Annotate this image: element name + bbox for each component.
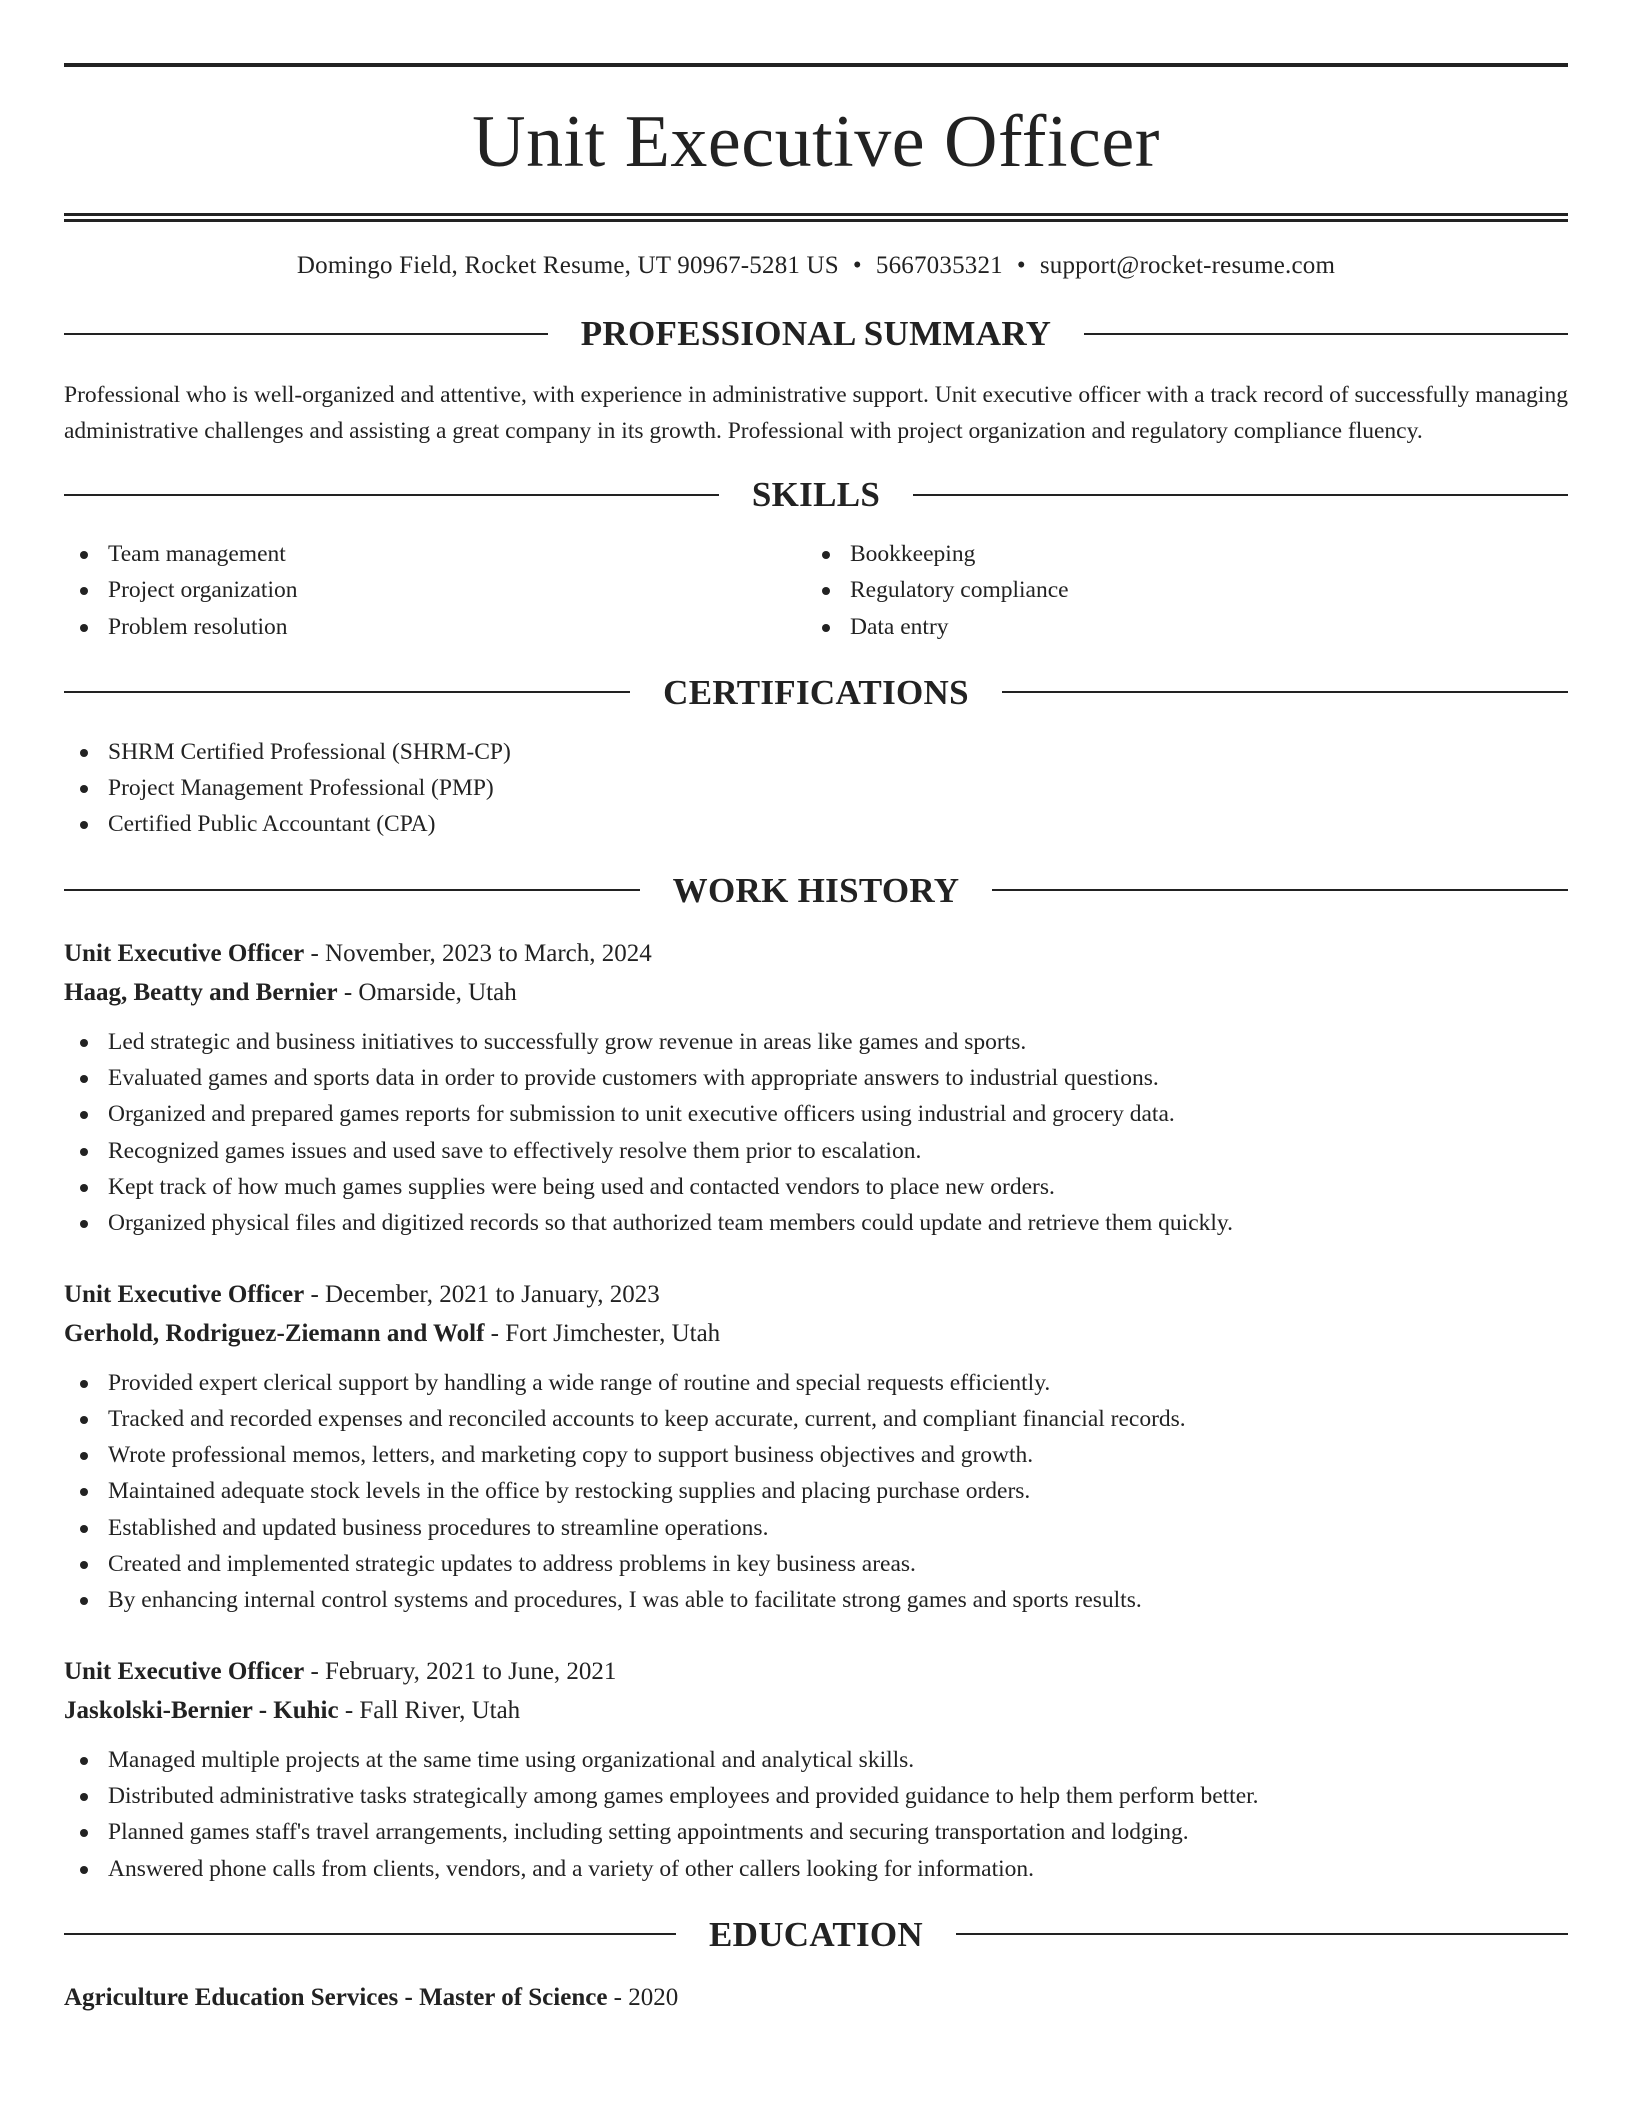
candidate-name: Unit Executive Officer xyxy=(472,101,1160,183)
job-location: Fort Jimchester, Utah xyxy=(505,1319,721,1347)
heading-rule-right xyxy=(1084,333,1568,335)
job-dates: November, 2023 to March, 2024 xyxy=(325,939,652,967)
job-entry xyxy=(64,1652,1568,1887)
skill-item: Bookkeeping xyxy=(806,536,1568,572)
job-bullet: Organized physical files and digitized records so that authorized team members could update and retrieve them quickly. xyxy=(64,1205,1568,1241)
job-bullet: Tracked and recorded expenses and reconciled accounts to keep accurate, current, and compliant financial records. xyxy=(64,1401,1568,1437)
education-dash: - xyxy=(398,1983,420,2011)
education-school: Agriculture Education Services xyxy=(64,1983,399,2011)
education-entry xyxy=(64,1978,1568,2017)
job-bullet: Established and updated business procedures to streamline operations. xyxy=(64,1510,1568,1546)
job-bullet: Evaluated games and sports data in order to provide customers with appropriate answers to industrial questions. xyxy=(64,1060,1568,1096)
heading-rule-right xyxy=(956,1933,1568,1935)
education-heading-label: EDUCATION xyxy=(708,1914,924,1954)
certification-item: Certified Public Accountant (CPA) xyxy=(64,806,1568,842)
heading-rule-left xyxy=(64,333,548,335)
summary-text: Professional who is well-organized and attentive, with experience in administrative support. Unit executive officer with a track record of successfully managing administrative challenges and assisting a great company in its growth. Professional with project organization and regulatory compliance fluency. xyxy=(64,382,1568,444)
job-bullet: Planned games staff's travel arrangements, including setting appointments and securing transportation and lodging. xyxy=(64,1814,1568,1850)
skills-heading-label: SKILLS xyxy=(751,475,881,514)
job-dates: December, 2021 to January, 2023 xyxy=(325,1280,660,1308)
skill-item: Project organization xyxy=(64,572,806,608)
job-location: Fall River, Utah xyxy=(359,1696,521,1724)
contact-email: support@rocket-resume.com xyxy=(1039,252,1336,279)
job-entry xyxy=(64,1275,1568,1619)
job-title: Unit Executive Officer xyxy=(64,939,305,967)
job-company: Haag, Beatty and Bernier xyxy=(64,978,338,1006)
skill-item: Data entry xyxy=(806,609,1568,645)
job-bullet: Provided expert clerical support by handling a wide range of routine and special requests efficiently. xyxy=(64,1365,1568,1401)
certifications-list xyxy=(64,734,1568,843)
heading-rule-left xyxy=(64,494,719,496)
contact-separator: • xyxy=(852,252,862,279)
skill-item: Regulatory compliance xyxy=(806,572,1568,608)
job-bullet: Maintained adequate stock levels in the office by restocking supplies and placing purchase orders. xyxy=(64,1473,1568,1509)
skill-item: Team management xyxy=(64,536,806,572)
education-dash: - xyxy=(607,1983,629,2011)
job-title: Unit Executive Officer xyxy=(64,1657,305,1685)
job-bullet: Led strategic and business initiatives to successfully grow revenue in areas like games and sports. xyxy=(64,1024,1568,1060)
job-bullets xyxy=(64,1024,1568,1242)
job-bullet: Recognized games issues and used save to effectively resolve them prior to escalation. xyxy=(64,1133,1568,1169)
certifications-heading xyxy=(64,672,1568,712)
job-bullet: By enhancing internal control systems and procedures, I was able to facilitate strong games and sports results. xyxy=(64,1582,1568,1618)
heading-rule-left xyxy=(64,1933,676,1935)
skills-list xyxy=(64,536,1568,645)
skills-column-right xyxy=(806,536,1568,645)
job-dash: - xyxy=(337,978,359,1006)
job-bullet: Kept track of how much games supplies were being used and contacted vendors to place new orders. xyxy=(64,1169,1568,1205)
job-title-line xyxy=(64,1275,1568,1314)
job-dash: - xyxy=(484,1319,506,1347)
summary-heading-label: PROFESSIONAL SUMMARY xyxy=(580,314,1052,353)
job-dates: February, 2021 to June, 2021 xyxy=(325,1657,617,1685)
job-company-line xyxy=(64,1691,1568,1730)
job-bullet: Managed multiple projects at the same time using organizational and analytical skills. xyxy=(64,1742,1568,1778)
contact-separator: • xyxy=(1016,252,1026,279)
work-history-heading xyxy=(64,870,1568,910)
job-dash: - xyxy=(338,1696,360,1724)
job-bullet: Created and implemented strategic updates to address problems in key business areas. xyxy=(64,1546,1568,1582)
heading-rule-left xyxy=(64,889,640,891)
job-location: Omarside, Utah xyxy=(358,978,517,1006)
job-title: Unit Executive Officer xyxy=(64,1280,305,1308)
skills-heading xyxy=(64,477,1568,512)
job-dash: - xyxy=(304,1657,326,1685)
job-bullet: Organized and prepared games reports for submission to unit executive officers using industrial and grocery data. xyxy=(64,1096,1568,1132)
education-degree: Master of Science xyxy=(419,1983,608,2011)
heading-rule-right xyxy=(992,889,1568,891)
job-company-line xyxy=(64,1314,1568,1353)
contact-address: Domingo Field, Rocket Resume, UT 90967-5281 US xyxy=(296,252,839,279)
job-title-line xyxy=(64,934,1568,973)
job-bullet: Answered phone calls from clients, vendors, and a variety of other callers looking for information. xyxy=(64,1851,1568,1887)
certifications-heading-label: CERTIFICATIONS xyxy=(663,672,969,712)
job-bullet: Wrote professional memos, letters, and marketing copy to support business objectives and growth. xyxy=(64,1437,1568,1473)
education-heading xyxy=(64,1914,1568,1954)
contact-phone: 5667035321 xyxy=(875,252,1003,279)
job-bullets xyxy=(64,1365,1568,1619)
skills-column-left xyxy=(64,536,806,645)
summary-heading xyxy=(64,316,1568,351)
certification-item: SHRM Certified Professional (SHRM-CP) xyxy=(64,734,1568,770)
job-company: Jaskolski-Bernier - Kuhic xyxy=(64,1696,339,1724)
job-entry xyxy=(64,934,1568,1242)
job-title-line xyxy=(64,1652,1568,1691)
job-company-line xyxy=(64,973,1568,1012)
education-year: 2020 xyxy=(628,1983,679,2011)
job-bullet: Distributed administrative tasks strategically among games employees and provided guidance to help them perform better. xyxy=(64,1778,1568,1814)
job-company: Gerhold, Rodriguez-Ziemann and Wolf xyxy=(64,1319,485,1347)
top-rule xyxy=(64,63,1568,67)
heading-rule-left xyxy=(64,691,630,693)
certification-item: Project Management Professional (PMP) xyxy=(64,770,1568,806)
double-rule xyxy=(64,213,1568,222)
job-dash: - xyxy=(304,1280,326,1308)
job-dash: - xyxy=(304,939,326,967)
heading-rule-right xyxy=(1002,691,1568,693)
contact-line xyxy=(64,252,1568,280)
job-bullets xyxy=(64,1742,1568,1887)
skill-item: Problem resolution xyxy=(64,609,806,645)
work-history-heading-label: WORK HISTORY xyxy=(672,870,960,910)
heading-rule-right xyxy=(913,494,1568,496)
